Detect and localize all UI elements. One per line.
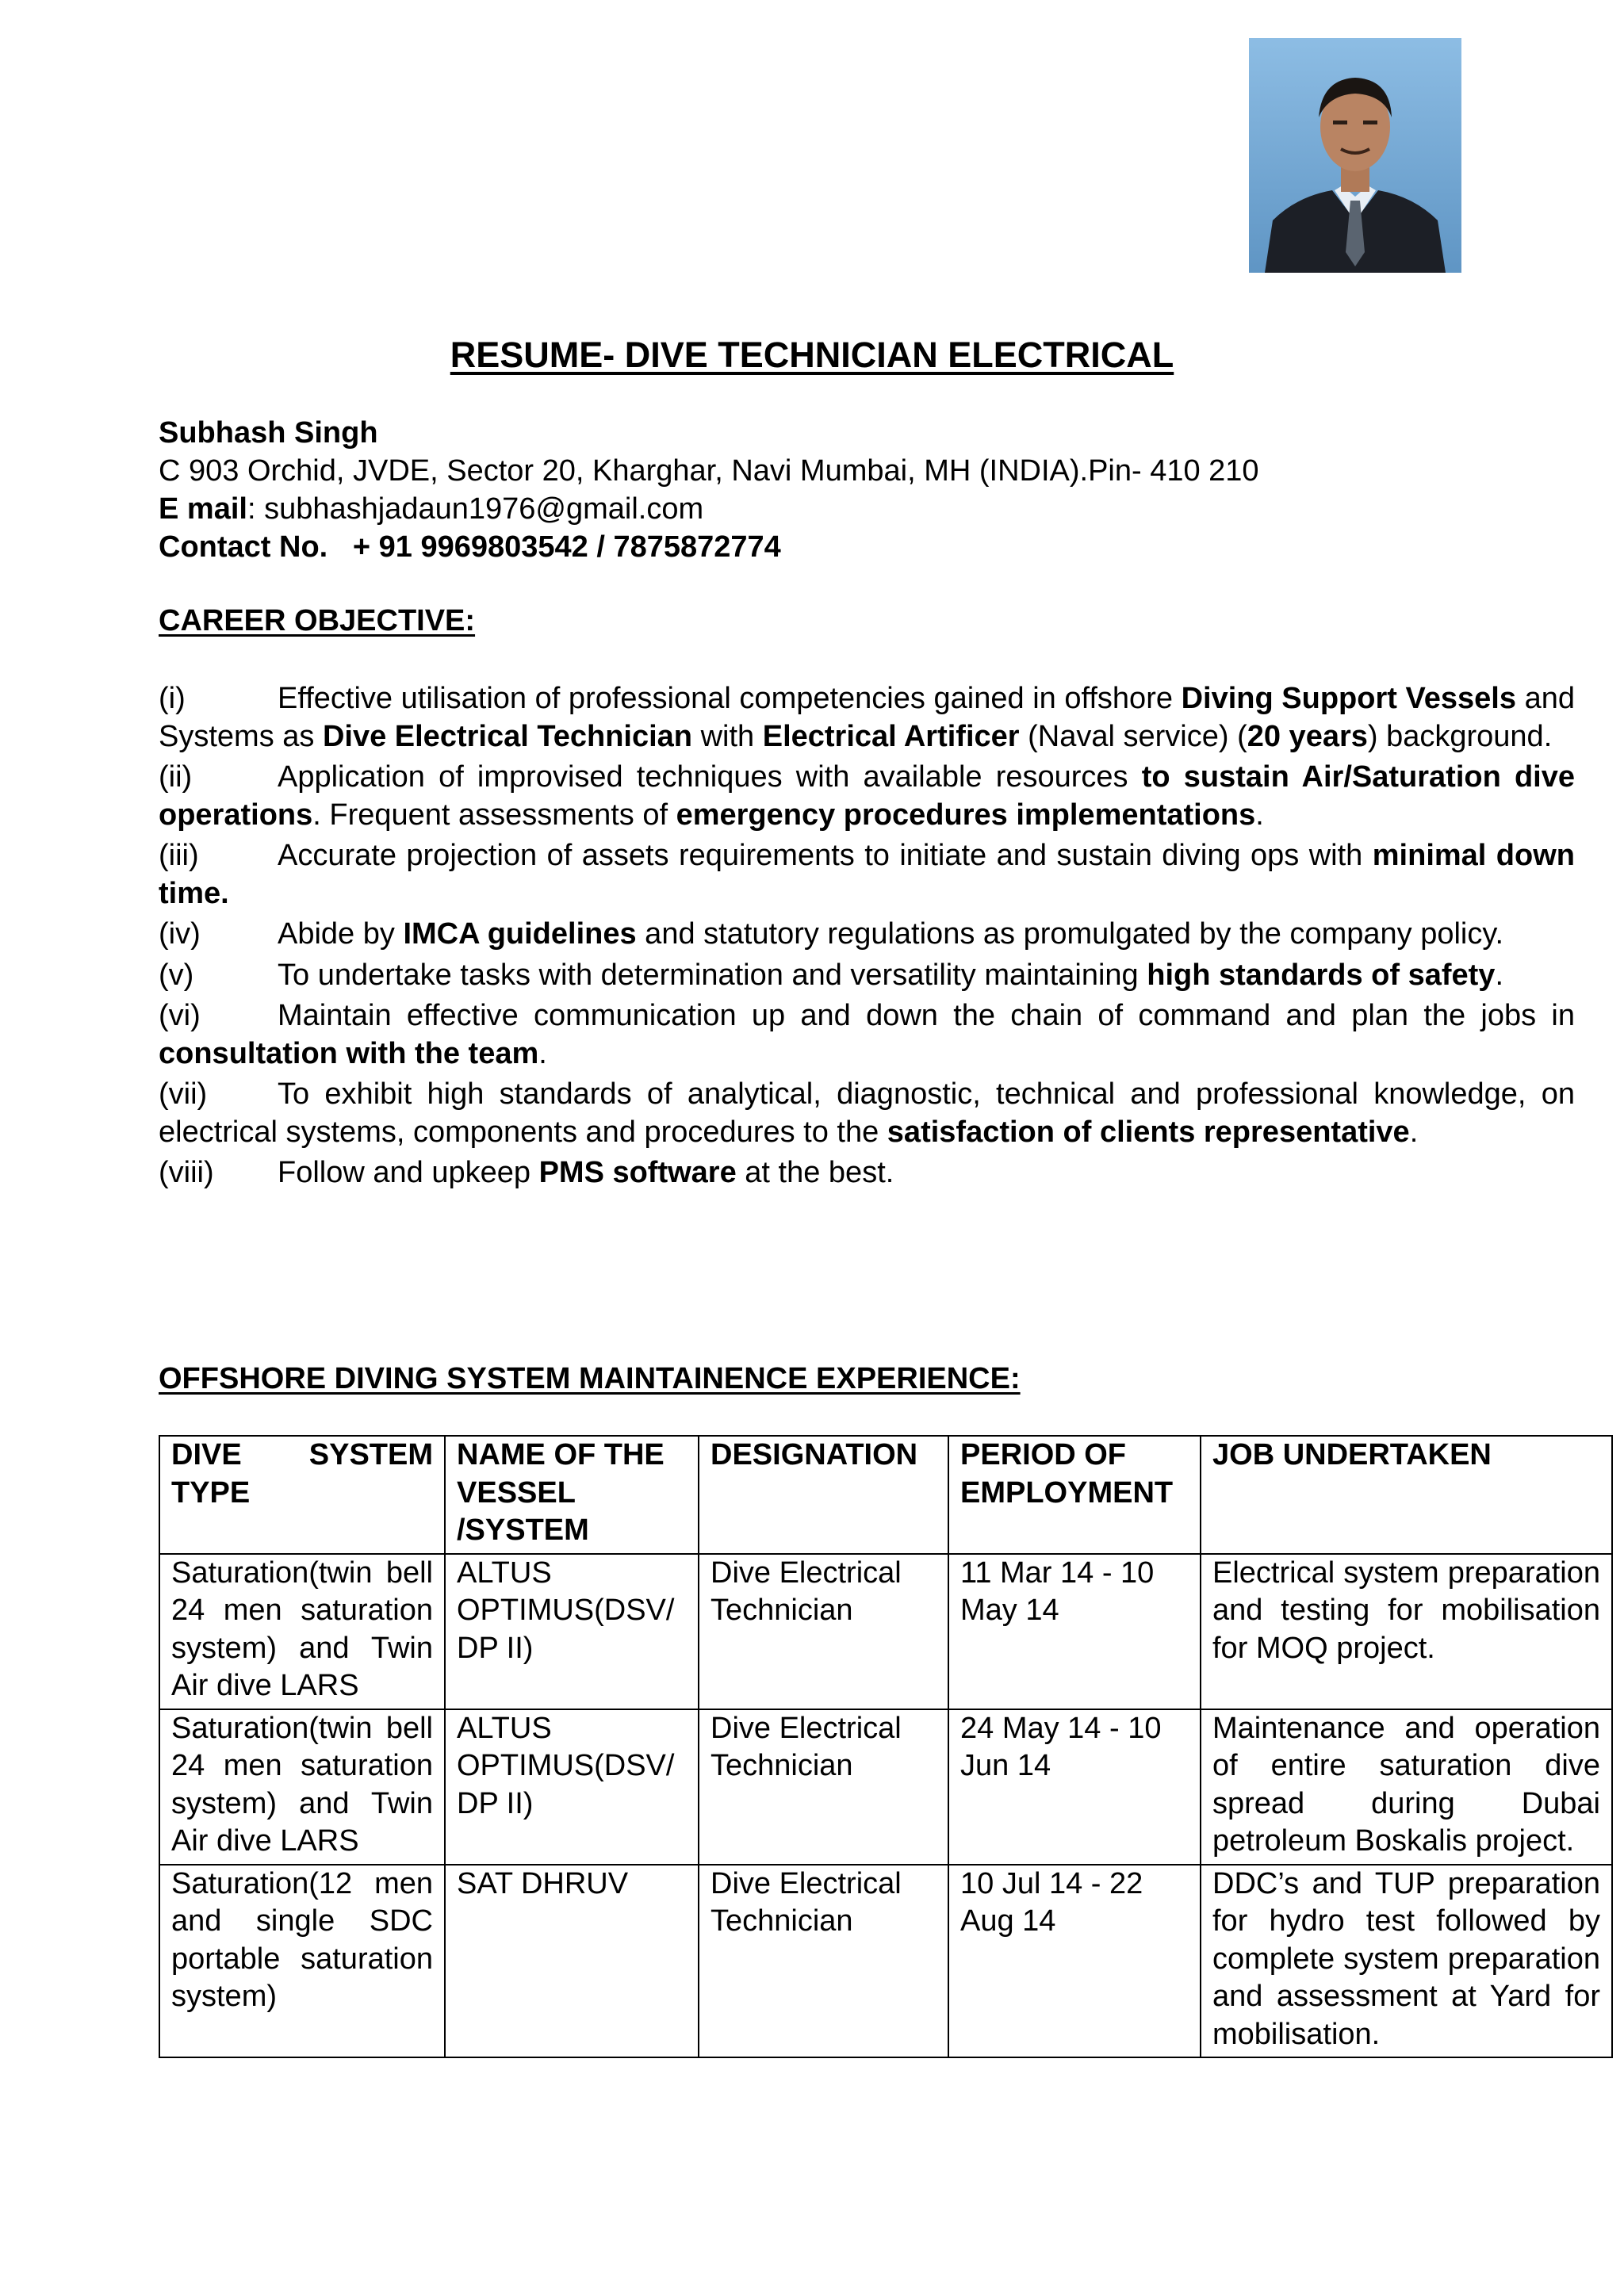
career-objective-item: [159, 957, 1575, 995]
objective-text: Maintain effective communication up and down the chain of command and plan the jobs in: [278, 999, 1575, 1032]
table-cell: Maintenance and operation of entire saturation dive spread during Dubai petroleum Boskalis project.: [1201, 1709, 1612, 1865]
table-cell: Dive Electrical Technician: [699, 1709, 948, 1865]
table-cell: Dive Electrical Technician: [699, 1554, 948, 1709]
objective-text: ) background.: [1367, 719, 1553, 753]
objective-text: To exhibit high standards of analytical, diagnostic, technical and professional knowledge, on electrical systems, components and procedures to the: [159, 1077, 1575, 1149]
experience-heading: OFFSHORE DIVING SYSTEM MAINTAINENCE EXPERIENCE:: [159, 1362, 1021, 1395]
table-row: [159, 1554, 1612, 1709]
objective-emphasis: satisfaction of clients representative: [887, 1115, 1410, 1149]
objective-text: and Systems as: [159, 682, 1575, 753]
objective-emphasis: Dive Electrical Technician: [322, 719, 693, 753]
candidate-address: C 903 Orchid, JVDE, Sector 20, Kharghar, Navi Mumbai, MH (INDIA).Pin- 410 210: [159, 454, 1259, 488]
table-cell: Saturation(12 men and single SDC portable saturation system): [159, 1865, 445, 2058]
objective-emphasis: 20 years: [1247, 719, 1368, 753]
objective-text: with: [692, 719, 763, 753]
table-cell: Dive Electrical Technician: [699, 1865, 948, 2058]
objective-emphasis: minimal down time.: [159, 839, 1575, 910]
objective-emphasis: high standards of safety: [1147, 958, 1496, 992]
experience-table: [159, 1435, 1613, 2058]
table-row: [159, 1709, 1612, 1865]
profile-photo: [1249, 38, 1461, 273]
objective-text: .: [1495, 958, 1503, 992]
objective-text: (Naval service) (: [1019, 719, 1247, 753]
table-cell: ALTUS OPTIMUS(DSV/ DP II): [445, 1709, 699, 1865]
table-row: [159, 1865, 1612, 2058]
career-objective-item: [159, 1076, 1575, 1151]
objective-number: (iii): [159, 839, 199, 872]
objective-text: Accurate projection of assets requirements to initiate and sustain diving ops with: [278, 839, 1373, 872]
career-objective-item: [159, 759, 1575, 834]
objective-number: (viii): [159, 1156, 214, 1189]
table-header-cell: NAME OF THE VESSEL /SYSTEM: [445, 1436, 699, 1554]
table-cell: 10 Jul 14 - 22 Aug 14: [948, 1865, 1201, 2058]
career-objective-list: [159, 680, 1575, 1196]
objective-emphasis: to sustain Air/Saturation dive operations: [159, 760, 1575, 832]
objective-text: and statutory regulations as promulgated by the company policy.: [636, 917, 1504, 951]
objective-text: Follow and upkeep: [278, 1156, 539, 1189]
resume-title-text: RESUME- DIVE TECHNICIAN ELECTRICAL: [450, 335, 1174, 375]
career-objective-item: [159, 997, 1575, 1073]
objective-number: (vii): [159, 1077, 208, 1111]
objective-emphasis: Electrical Artificer: [762, 719, 1020, 753]
objective-emphasis: emergency procedures implementations: [676, 798, 1256, 832]
phone-text: Contact No. + 91 9969803542 / 7875872774: [159, 530, 781, 564]
objective-text: Abide by: [278, 917, 404, 951]
phone-line: [159, 528, 1586, 566]
career-objective-item: [159, 680, 1575, 756]
email-value: : subhashjadaun1976@gmail.com: [247, 492, 704, 526]
objective-text: .: [1255, 798, 1264, 832]
table-header-cell: DIVE SYSTEM TYPE: [159, 1436, 445, 1554]
table-cell: ALTUS OPTIMUS(DSV/ DP II): [445, 1554, 699, 1709]
table-header-cell: PERIOD OF EMPLOYMENT: [948, 1436, 1201, 1554]
career-objective-item: [159, 916, 1575, 954]
objective-text: To undertake tasks with determination and versatility maintaining: [278, 958, 1147, 992]
objective-emphasis: Diving Support Vessels: [1181, 682, 1516, 715]
contact-block: [159, 414, 1586, 566]
career-objective-heading: CAREER OBJECTIVE:: [159, 604, 476, 637]
career-objective-item: [159, 1154, 1575, 1192]
resume-title: [0, 335, 1624, 376]
table-cell: 11 Mar 14 - 10 May 14: [948, 1554, 1201, 1709]
person-photo-icon: [1249, 38, 1461, 273]
table-cell: DDC’s and TUP preparation for hydro test followed by complete system preparation and assessment at Yard for mobilisation.: [1201, 1865, 1612, 2058]
email-label: E mail: [159, 492, 247, 526]
table-cell: SAT DHRUV: [445, 1865, 699, 2058]
objective-text: . Frequent assessments of: [312, 798, 676, 832]
experience-table-header: [159, 1436, 1612, 1554]
objective-text: Application of improvised techniques with available resources: [278, 760, 1142, 794]
table-cell: 24 May 14 - 10 Jun 14: [948, 1709, 1201, 1865]
table-cell: Electrical system preparation and testing for mobilisation for MOQ project.: [1201, 1554, 1612, 1709]
objective-text: at the best.: [736, 1156, 894, 1189]
objective-emphasis: PMS software: [538, 1156, 737, 1189]
objective-text: Effective utilisation of professional competencies gained in offshore: [278, 682, 1182, 715]
table-header-cell: DESIGNATION: [699, 1436, 948, 1554]
objective-text: .: [1409, 1115, 1419, 1149]
table-cell: Saturation(twin bell 24 men saturation system) and Twin Air dive LARS: [159, 1709, 445, 1865]
candidate-name: Subhash Singh: [159, 416, 378, 450]
objective-emphasis: consultation with the team: [159, 1036, 539, 1070]
email-line: [159, 490, 1586, 528]
objective-number: (iv): [159, 917, 201, 951]
objective-number: (vi): [159, 999, 201, 1032]
experience-table-body: [159, 1554, 1612, 2058]
career-objective-item: [159, 837, 1575, 913]
objective-text: .: [538, 1036, 547, 1070]
table-header-cell: JOB UNDERTAKEN: [1201, 1436, 1612, 1554]
table-cell: Saturation(twin bell 24 men saturation system) and Twin Air dive LARS: [159, 1554, 445, 1709]
objective-emphasis: IMCA guidelines: [403, 917, 637, 951]
objective-number: (ii): [159, 760, 193, 794]
objective-number: (i): [159, 682, 186, 715]
objective-number: (v): [159, 958, 194, 992]
